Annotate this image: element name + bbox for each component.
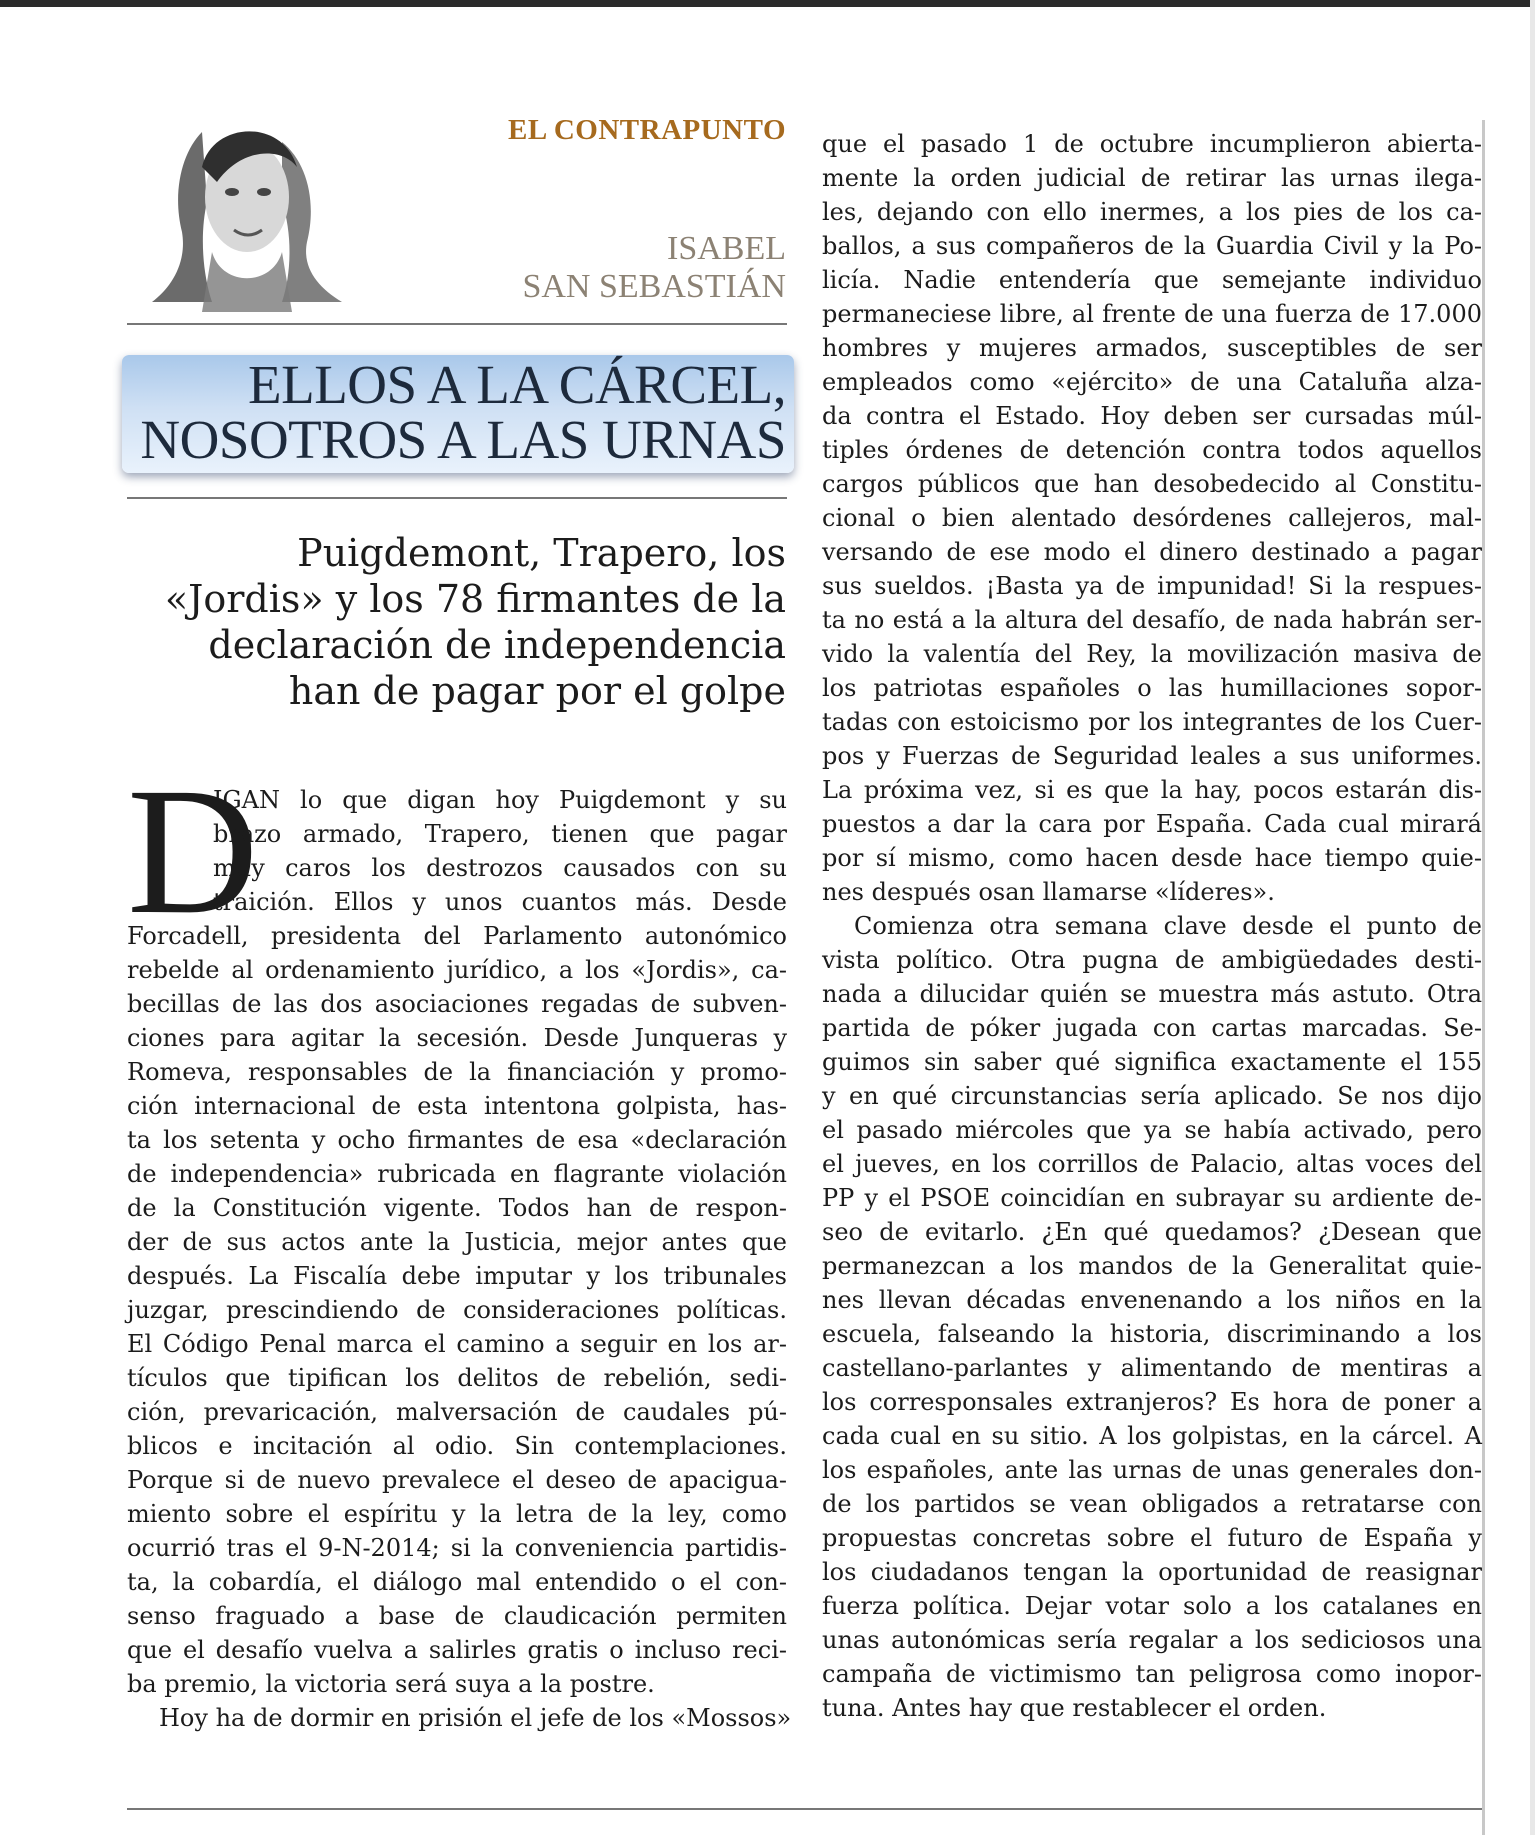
article-line: tiples órdenes de detención contra todos aquellos (822, 436, 1482, 464)
author-portrait (142, 112, 352, 312)
headline (122, 354, 786, 470)
article-line: brazo armado, Trapero, tienen que pagar (213, 820, 787, 848)
article-line: los ciudadanos tengan la oportunidad de reasignar (822, 1558, 1482, 1586)
article-line: partida de póker jugada con cartas marcadas. Se- (822, 1014, 1482, 1042)
author-byline (400, 230, 786, 306)
article-line: los corresponsales extranjeros? Es hora de poner a (822, 1388, 1482, 1416)
article-line: de la Constitución vigente. Todos han de respon- (127, 1194, 787, 1222)
article-line: Forcadell, presidenta del Parlamento autonómico (127, 922, 787, 950)
article-line: vista político. Otra pugna de ambigüedades desti- (822, 946, 1482, 974)
article-line: juzgar, prescindiendo de consideraciones políticas. (127, 1296, 787, 1324)
article-line: ciones para agitar la secesión. Desde Junqueras y (127, 1024, 787, 1052)
article-line: el pasado miércoles que ya se había activado, pero (822, 1116, 1482, 1144)
article-line: Comienza otra semana clave desde el punto de (854, 912, 1482, 940)
article-line: da contra el Estado. Hoy deben ser cursadas múl- (822, 402, 1482, 430)
subheadline-line: han de pagar por el golpe (288, 669, 786, 713)
article-line: los patriotas españoles o las humillaciones sopor- (822, 674, 1482, 702)
article-line: seo de evitarlo. ¿En qué quedamos? ¿Desean que (822, 1218, 1482, 1246)
article-line: Hoy ha de dormir en prisión el jefe de los «Mossos» (159, 1704, 792, 1732)
drop-cap: D (127, 751, 259, 952)
article-line: La próxima vez, si es que la hay, pocos estarán dis- (822, 776, 1482, 804)
article-line: rebelde al ordenamiento jurídico, a los «Jordis», ca- (127, 956, 787, 984)
article-line: ta, la cobardía, el diálogo mal entendido o el con- (127, 1568, 787, 1596)
article-line: ta no está a la altura del desafío, de nada habrán ser- (822, 606, 1482, 634)
article-line: ta los setenta y ocho firmantes de esa «declaración (127, 1126, 787, 1154)
article-line: después. La Fiscalía debe imputar y los tribunales (127, 1262, 787, 1290)
article-line: unas autonómicas sería regalar a los sediciosos una (822, 1626, 1482, 1654)
article-line: castellano-parlantes y alimentando de mentiras a (822, 1354, 1482, 1382)
article-line: versando de ese modo el dinero destinado a pagar (822, 538, 1482, 566)
author-first-name: ISABEL (667, 230, 786, 267)
article-line: ción, prevaricación, malversación de caudales pú- (127, 1398, 787, 1426)
article-line: permanezcan a los mandos de la Generalitat quie- (822, 1252, 1482, 1280)
article-line: miento sobre el espíritu y la letra de la ley, como (127, 1500, 787, 1528)
article-column-right (822, 127, 1482, 1725)
article-line: nes después osan llamarse «líderes». (822, 878, 1275, 906)
article-line: senso fraguado a base de claudicación permiten (127, 1602, 787, 1630)
article-line: de los partidos se vean obligados a retratarse con (822, 1490, 1482, 1518)
article-line: pos y Fuerzas de Seguridad leales a sus uniformes. (822, 742, 1482, 770)
article-line: tadas con estoicismo por los integrantes de los Cuer- (822, 708, 1482, 736)
article-line: mente la orden judicial de retirar las urnas ilega- (822, 164, 1482, 192)
article-line: ba premio, la victoria será suya a la postre. (127, 1670, 655, 1698)
article-line: ción internacional de esta intentona golpista, has- (127, 1092, 787, 1120)
article-line: PP y el PSOE coincidían en subrayar su ardiente de- (822, 1184, 1482, 1212)
subheadline-line: Puigdemont, Trapero, los (297, 531, 786, 575)
article-line: el jueves, en los corrillos de Palacio, altas voces del (822, 1150, 1482, 1178)
article-line: nes llevan décadas envenenando a los niños en la (822, 1286, 1482, 1314)
article-line: empleados como «ejército» de una Cataluña alza- (822, 368, 1482, 396)
article-line: Romeva, responsables de la financiación y promo- (127, 1058, 787, 1086)
article-line: propuestas concretas sobre el futuro de España y (822, 1524, 1482, 1552)
article-line: tuna. Antes hay que restablecer el orden. (822, 1694, 1327, 1722)
article-line: los españoles, ante las urnas de unas generales don- (822, 1456, 1482, 1484)
article-line: escuela, falseando la historia, discriminando a los (822, 1320, 1482, 1348)
divider-headline (127, 497, 787, 499)
article-line: fuerza política. Dejar votar solo a los catalanes en (822, 1592, 1482, 1620)
article-line: de independencia» rubricada en flagrante violación (127, 1160, 787, 1188)
article-line: traición. Ellos y unos cuantos más. Desde (213, 888, 787, 916)
article-line: blicos e incitación al odio. Sin contemplaciones. (127, 1432, 787, 1460)
top-border (0, 0, 1535, 7)
headline-line: ELLOS A LA CÁRCEL, (248, 354, 786, 415)
subheadline (150, 530, 786, 714)
article-line: tículos que tipifican los delitos de rebelión, sedi- (127, 1364, 787, 1392)
article-line: licía. Nadie entendería que semejante individuo (822, 266, 1482, 294)
article-line: hombres y mujeres armados, susceptibles de ser (822, 334, 1482, 362)
article-line: cada cual en su sitio. A los golpistas, en la cárcel. A (822, 1422, 1482, 1450)
article-column-left (127, 751, 792, 1735)
article-line: der de sus actos ante la Justicia, mejor antes que (127, 1228, 787, 1256)
article-line: que el desafío vuelva a salirles gratis o incluso reci- (127, 1636, 787, 1664)
article-line: y en qué circunstancias sería aplicado. Se nos dijo (822, 1082, 1482, 1110)
column-rule-right (1482, 120, 1485, 1835)
subheadline-line: declaración de independencia (208, 623, 786, 667)
article-line: campaña de victimismo tan peligrosa como inopor- (822, 1660, 1482, 1688)
article-line: ballos, a sus compañeros de la Guardia Civil y la Po- (822, 232, 1482, 260)
article-line: cargos públicos que han desobedecido al Constitu- (822, 470, 1482, 498)
article-line: Porque si de nuevo prevalece el deseo de apacigua- (127, 1466, 787, 1494)
article-line: ocurrió tras el 9-N-2014; si la conveniencia partidis- (127, 1534, 787, 1562)
divider-top (127, 323, 787, 325)
article-line: por sí mismo, como hacen desde hace tiempo quie- (822, 844, 1482, 872)
subheadline-line: «Jordis» y los 78 firmantes de la (164, 577, 786, 621)
article-line: que el pasado 1 de octubre incumplieron abierta- (822, 130, 1482, 158)
divider-bottom (127, 1808, 1482, 1810)
article-line: nada a dilucidar quién se muestra más astuto. Otra (822, 980, 1482, 1008)
article-line: cional o bien alentado desórdenes callejeros, mal- (822, 504, 1482, 532)
author-last-name: SAN SEBASTIÁN (522, 268, 786, 305)
article-line: permaneciese libre, al frente de una fuerza de 17.000 (822, 300, 1482, 328)
article-line: vido la valentía del Rey, la movilización masiva de (822, 640, 1482, 668)
article-line: muy caros los destrozos causados con su (213, 854, 787, 882)
page-edge (1530, 0, 1535, 1835)
article-line: puestos a dar la cara por España. Cada cual mirará (822, 810, 1482, 838)
section-label: EL CONTRAPUNTO (508, 114, 786, 146)
article-line: IGAN lo que digan hoy Puigdemont y su (213, 786, 787, 814)
article-line: becillas de las dos asociaciones regadas de subven- (127, 990, 787, 1018)
article-line: El Código Penal marca el camino a seguir en los ar- (127, 1330, 787, 1358)
article-line: guimos sin saber qué significa exactamente el 155 (822, 1048, 1482, 1076)
headline-line: NOSOTROS A LAS URNAS (140, 409, 786, 470)
article-line: sus sueldos. ¡Basta ya de impunidad! Si la respues- (822, 572, 1482, 600)
article-line: les, dejando con ello inermes, a los pies de los ca- (822, 198, 1482, 226)
